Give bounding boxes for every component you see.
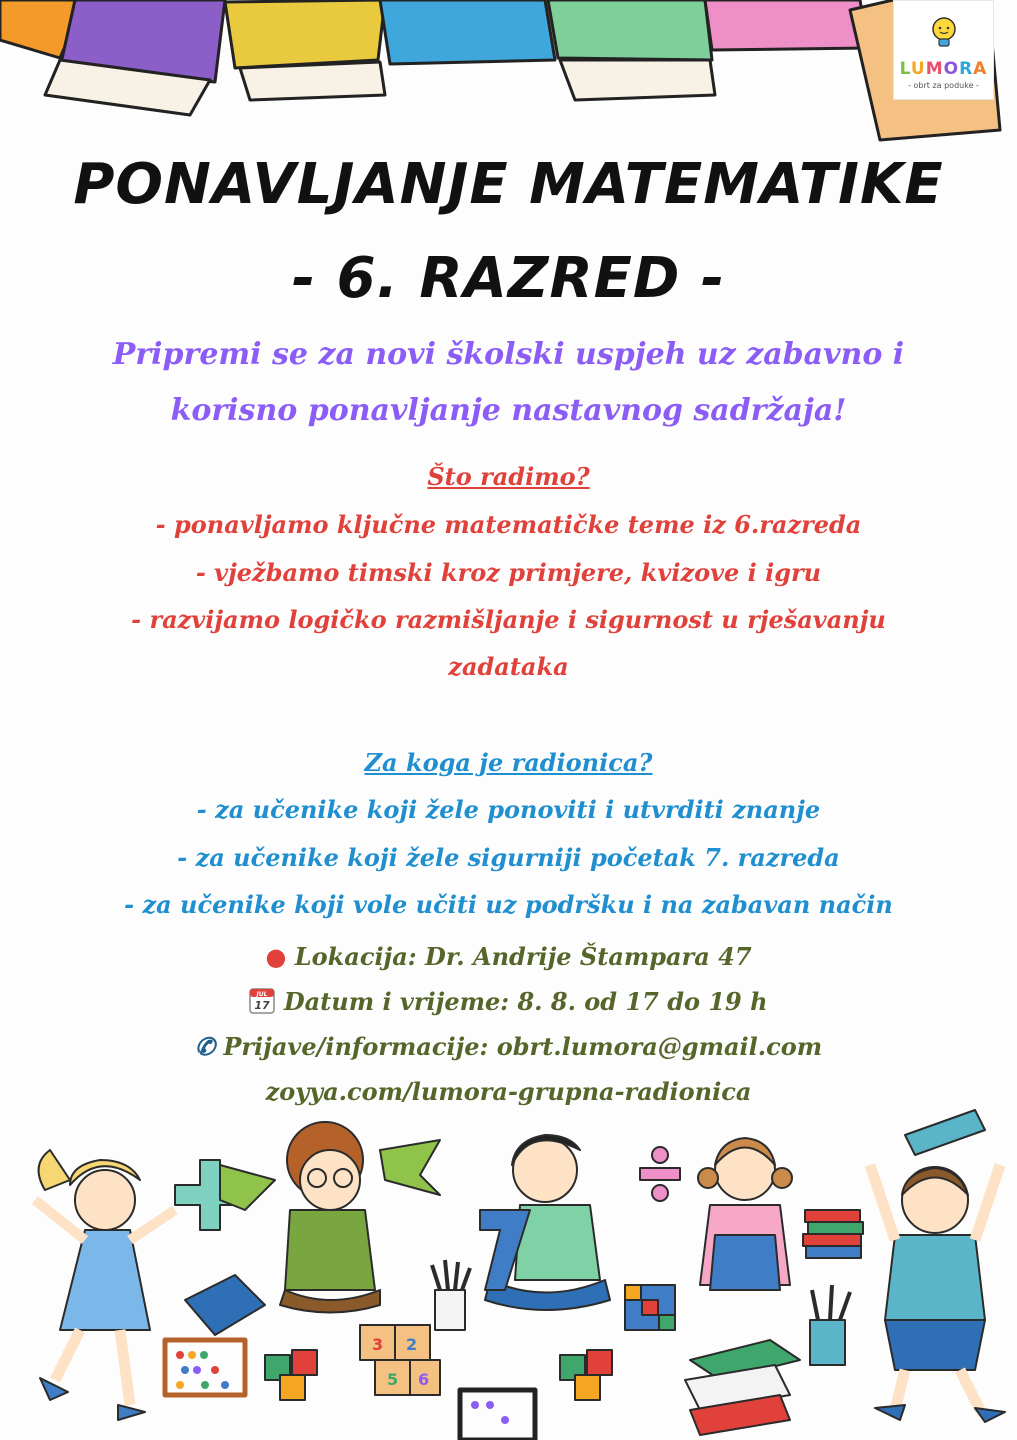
abacus <box>165 1340 245 1395</box>
book-stack-small <box>803 1210 863 1258</box>
boy-arms-up-illustration <box>870 1165 1005 1422</box>
who-heading: Za koga je radionica? <box>364 748 653 777</box>
phone-icon: ✆ <box>194 1032 215 1061</box>
who-item: - za učenike koji žele ponoviti i utvrditi znanje <box>196 795 821 824</box>
logo-tagline: - obrt za poduke - <box>908 81 979 90</box>
toy-cubes-right <box>560 1350 612 1400</box>
subtitle-line-1: Pripremi se za novi školski uspjeh uz zabavno i <box>112 337 905 372</box>
lumora-logo <box>893 0 994 100</box>
what-heading: Što radimo? <box>427 462 590 491</box>
toy-cubes-left <box>265 1350 317 1400</box>
svg-text:2: 2 <box>406 1335 418 1354</box>
pin-icon: ● <box>265 942 287 971</box>
what-item: zadataka <box>448 652 569 681</box>
what-item: - razvijamo logičko razmišljanje i sigurnost u rješavanju <box>131 605 886 634</box>
logo-name: LUMORA <box>899 59 988 79</box>
who-item: - za učenike koji žele sigurniji početak 7. razreda <box>177 843 840 872</box>
svg-text:6: 6 <box>418 1370 430 1389</box>
who-item: - za učenike koji vole učiti uz podršku i na zabavan način <box>124 890 893 919</box>
boy-seven-illustration <box>480 1135 610 1310</box>
what-item: - vježbamo timski kroz primjere, kvizove i igru <box>195 558 822 587</box>
what-item: - ponavljamo ključne matematičke teme iz 6.razreda <box>155 510 862 539</box>
girl-running-illustration <box>35 1150 175 1420</box>
ruler <box>905 1110 985 1155</box>
rubik-cube <box>625 1285 675 1330</box>
svg-text:17: 17 <box>254 999 271 1012</box>
svg-text:5: 5 <box>387 1370 399 1389</box>
title-line-1: PONAVLJANJE MATEMATIKE <box>73 152 944 217</box>
abacus-bottom <box>460 1390 535 1440</box>
top-books-illustration <box>0 0 1017 150</box>
boy-glasses-illustration <box>220 1122 440 1313</box>
girl-pigtails-illustration <box>698 1138 792 1290</box>
title-line-2: - 6. RAZRED - <box>291 246 726 311</box>
pencil-holder-right <box>810 1285 850 1365</box>
blue-book <box>185 1275 265 1335</box>
calendar-icon <box>249 988 275 1014</box>
registration-link[interactable]: zoyya.com/lumora-grupna-radionica <box>265 1077 752 1106</box>
svg-text:JUL: JUL <box>256 991 268 998</box>
contact-text[interactable]: Prijave/informacije: obrt.lumora@gmail.com <box>223 1032 823 1061</box>
lightbulb-icon <box>929 15 959 49</box>
datetime-line <box>0 987 1017 1016</box>
svg-text:3: 3 <box>372 1335 384 1354</box>
number-blocks <box>360 1325 440 1395</box>
book-stack-large <box>685 1340 800 1435</box>
datetime-text: Datum i vrijeme: 8. 8. od 17 do 19 h <box>283 987 768 1016</box>
kids-math-illustration <box>0 1105 1017 1440</box>
location-line <box>0 942 1017 971</box>
subtitle-line-2: korisno ponavljanje nastavnog sadržaja! <box>170 393 847 428</box>
pencil-cup-illustration <box>432 1260 470 1330</box>
division-symbol <box>640 1147 680 1201</box>
contact-line <box>0 1032 1017 1061</box>
location-text: Lokacija: Dr. Andrije Štampara 47 <box>294 942 752 971</box>
